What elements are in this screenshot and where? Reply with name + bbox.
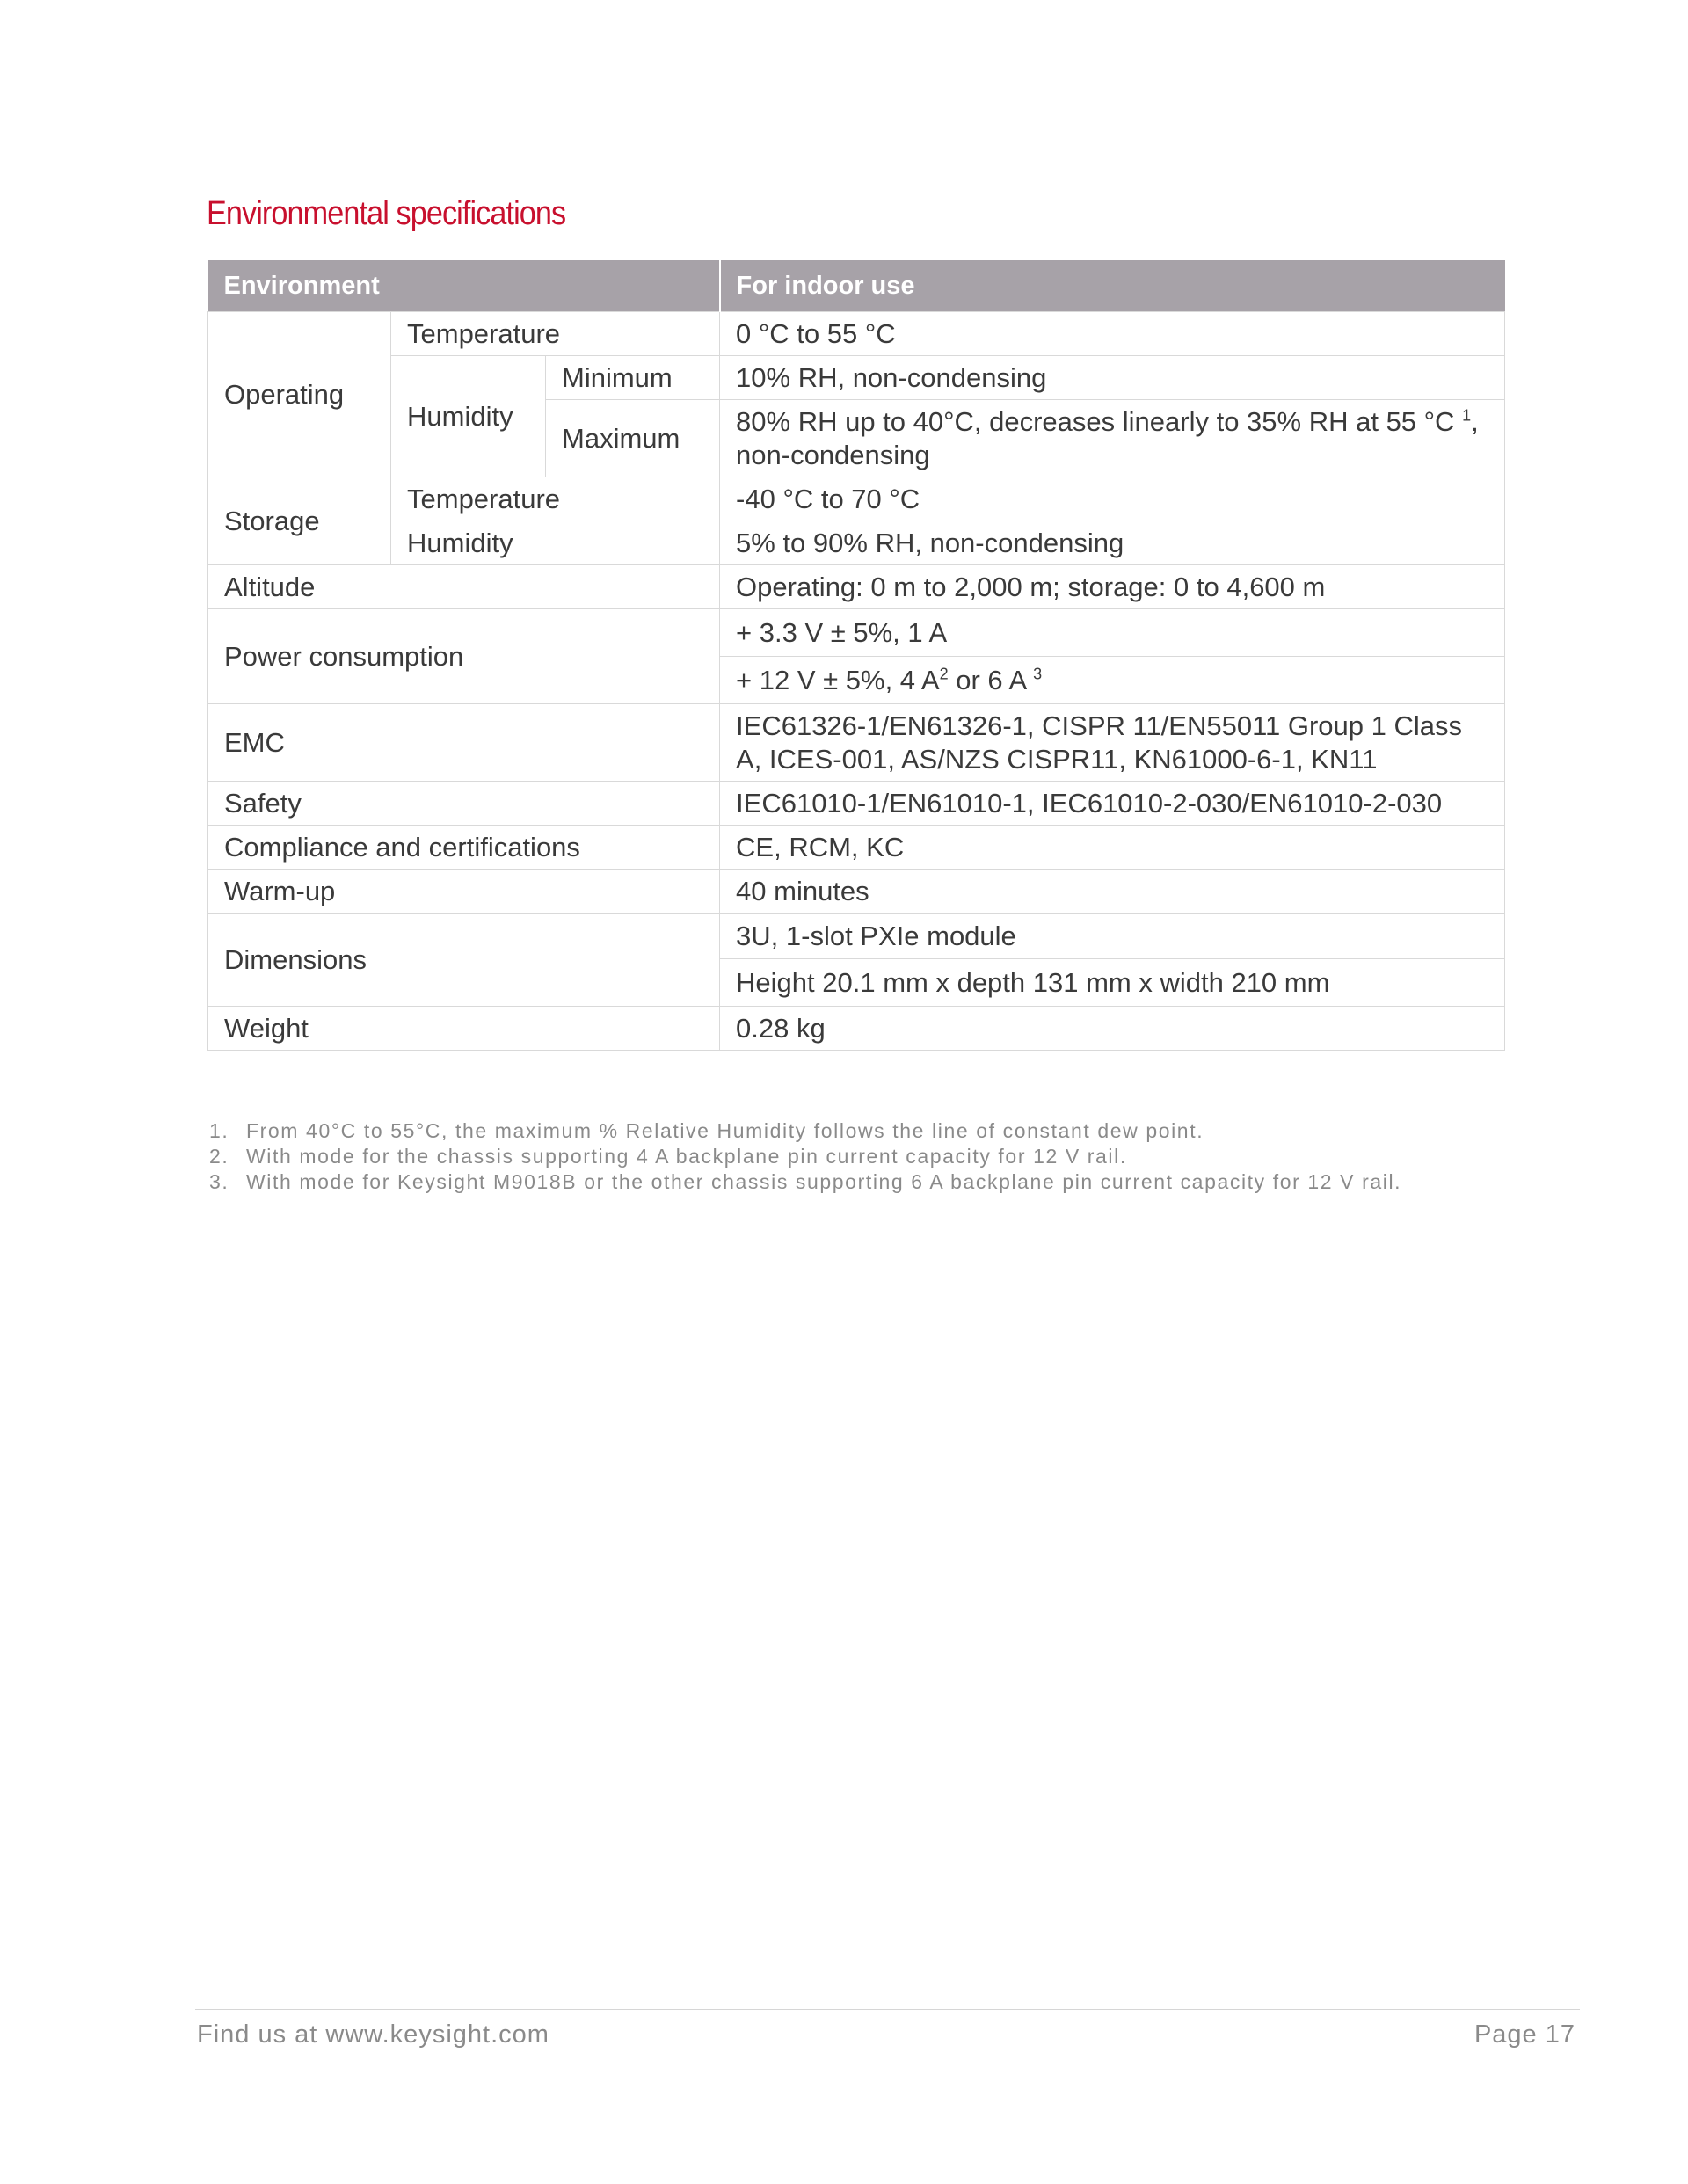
footnote-ref-1: 1 (1462, 406, 1472, 425)
footnote-text: From 40°C to 55°C, the maximum % Relative Humidity follows the line of constant dew point. (246, 1119, 1204, 1142)
power-consumption-label: Power consumption (208, 609, 720, 704)
warmup-label: Warm-up (208, 870, 720, 914)
footnote-text: With mode for the chassis supporting 4 A backplane pin current capacity for 12 V rail. (246, 1145, 1127, 1168)
footnote-item (209, 1169, 1401, 1195)
table-header-row (208, 260, 1505, 312)
dimensions-label: Dimensions (208, 914, 720, 1007)
footnote-ref-2: 2 (939, 665, 949, 683)
footnote-number: 2. (209, 1145, 229, 1168)
altitude-label: Altitude (208, 565, 720, 609)
safety-value: IEC61010-1/EN61010-1, IEC61010-2-030/EN61010-2-030 (720, 782, 1505, 826)
storage-temperature-value: -40 °C to 70 °C (720, 477, 1505, 521)
table-row (208, 870, 1505, 914)
operating-temperature-value: 0 °C to 55 °C (720, 312, 1505, 356)
compliance-value: CE, RCM, KC (720, 826, 1505, 870)
table-row (208, 521, 1505, 565)
operating-humidity-maximum-value (720, 400, 1505, 477)
footnote-item (209, 1144, 1401, 1169)
table-row (208, 565, 1505, 609)
operating-humidity-minimum-value: 10% RH, non-condensing (720, 356, 1505, 400)
table-row (208, 356, 1505, 400)
emc-label: EMC (208, 704, 720, 782)
operating-label: Operating (208, 312, 391, 477)
emc-value (720, 704, 1505, 782)
warmup-value: 40 minutes (720, 870, 1505, 914)
max-value-line2: non-condensing (736, 439, 930, 470)
power-consumption-3v3: + 3.3 V ± 5%, 1 A (720, 609, 1505, 657)
table-row (208, 914, 1505, 959)
table-row (208, 477, 1505, 521)
dimensions-value-module: 3U, 1-slot PXIe module (720, 914, 1505, 959)
compliance-label: Compliance and certifications (208, 826, 720, 870)
footnote-item (209, 1118, 1401, 1144)
table-row (208, 826, 1505, 870)
emc-line2: A, ICES-001, AS/NZS CISPR11, KN61000-6-1, KN11 (736, 743, 1378, 775)
safety-label: Safety (208, 782, 720, 826)
operating-humidity-label: Humidity (391, 356, 546, 477)
altitude-value: Operating: 0 m to 2,000 m; storage: 0 to 4,600 m (720, 565, 1505, 609)
operating-humidity-maximum-label: Maximum (546, 400, 720, 477)
storage-temperature-label: Temperature (391, 477, 720, 521)
footnote-number: 1. (209, 1119, 229, 1142)
environmental-spec-table (207, 260, 1505, 1051)
operating-humidity-minimum-label: Minimum (546, 356, 720, 400)
page-title: Environmental specifications (207, 195, 566, 232)
footer-page-number: Page 17 (1473, 2020, 1575, 2049)
header-environment: Environment (208, 260, 720, 312)
storage-humidity-value: 5% to 90% RH, non-condensing (720, 521, 1505, 565)
footnote-number: 3. (209, 1170, 229, 1193)
footnotes (209, 1118, 1401, 1195)
power-12v-alt: or 6 A (948, 664, 1034, 695)
footer-divider (195, 2009, 1580, 2010)
footnote-text: With mode for Keysight M9018B or the other chassis supporting 6 A backplane pin current capacity for 12 V rail. (246, 1170, 1402, 1193)
power-12v-text: + 12 V ± 5%, 4 A (736, 664, 940, 695)
emc-line1: IEC61326-1/EN61326-1, CISPR 11/EN55011 Group 1 Class (736, 710, 1463, 741)
header-for-indoor-use: For indoor use (720, 260, 1505, 312)
weight-value: 0.28 kg (720, 1007, 1505, 1051)
power-consumption-12v (720, 657, 1505, 704)
table-row (208, 312, 1505, 356)
footnote-ref-3: 3 (1033, 665, 1043, 683)
table-row (208, 1007, 1505, 1051)
storage-humidity-label: Humidity (391, 521, 720, 565)
dimensions-value-size: Height 20.1 mm x depth 131 mm x width 210 mm (720, 959, 1505, 1007)
table-row (208, 782, 1505, 826)
storage-label: Storage (208, 477, 391, 565)
max-value-text: 80% RH up to 40°C, decreases linearly to 35% RH at 55 °C (736, 405, 1463, 437)
weight-label: Weight (208, 1007, 720, 1051)
operating-temperature-label: Temperature (391, 312, 720, 356)
table-row (208, 609, 1505, 657)
footer-website-link[interactable]: Find us at www.keysight.com (197, 2020, 549, 2049)
table-row (208, 704, 1505, 782)
max-value-tail: , (1471, 405, 1479, 437)
